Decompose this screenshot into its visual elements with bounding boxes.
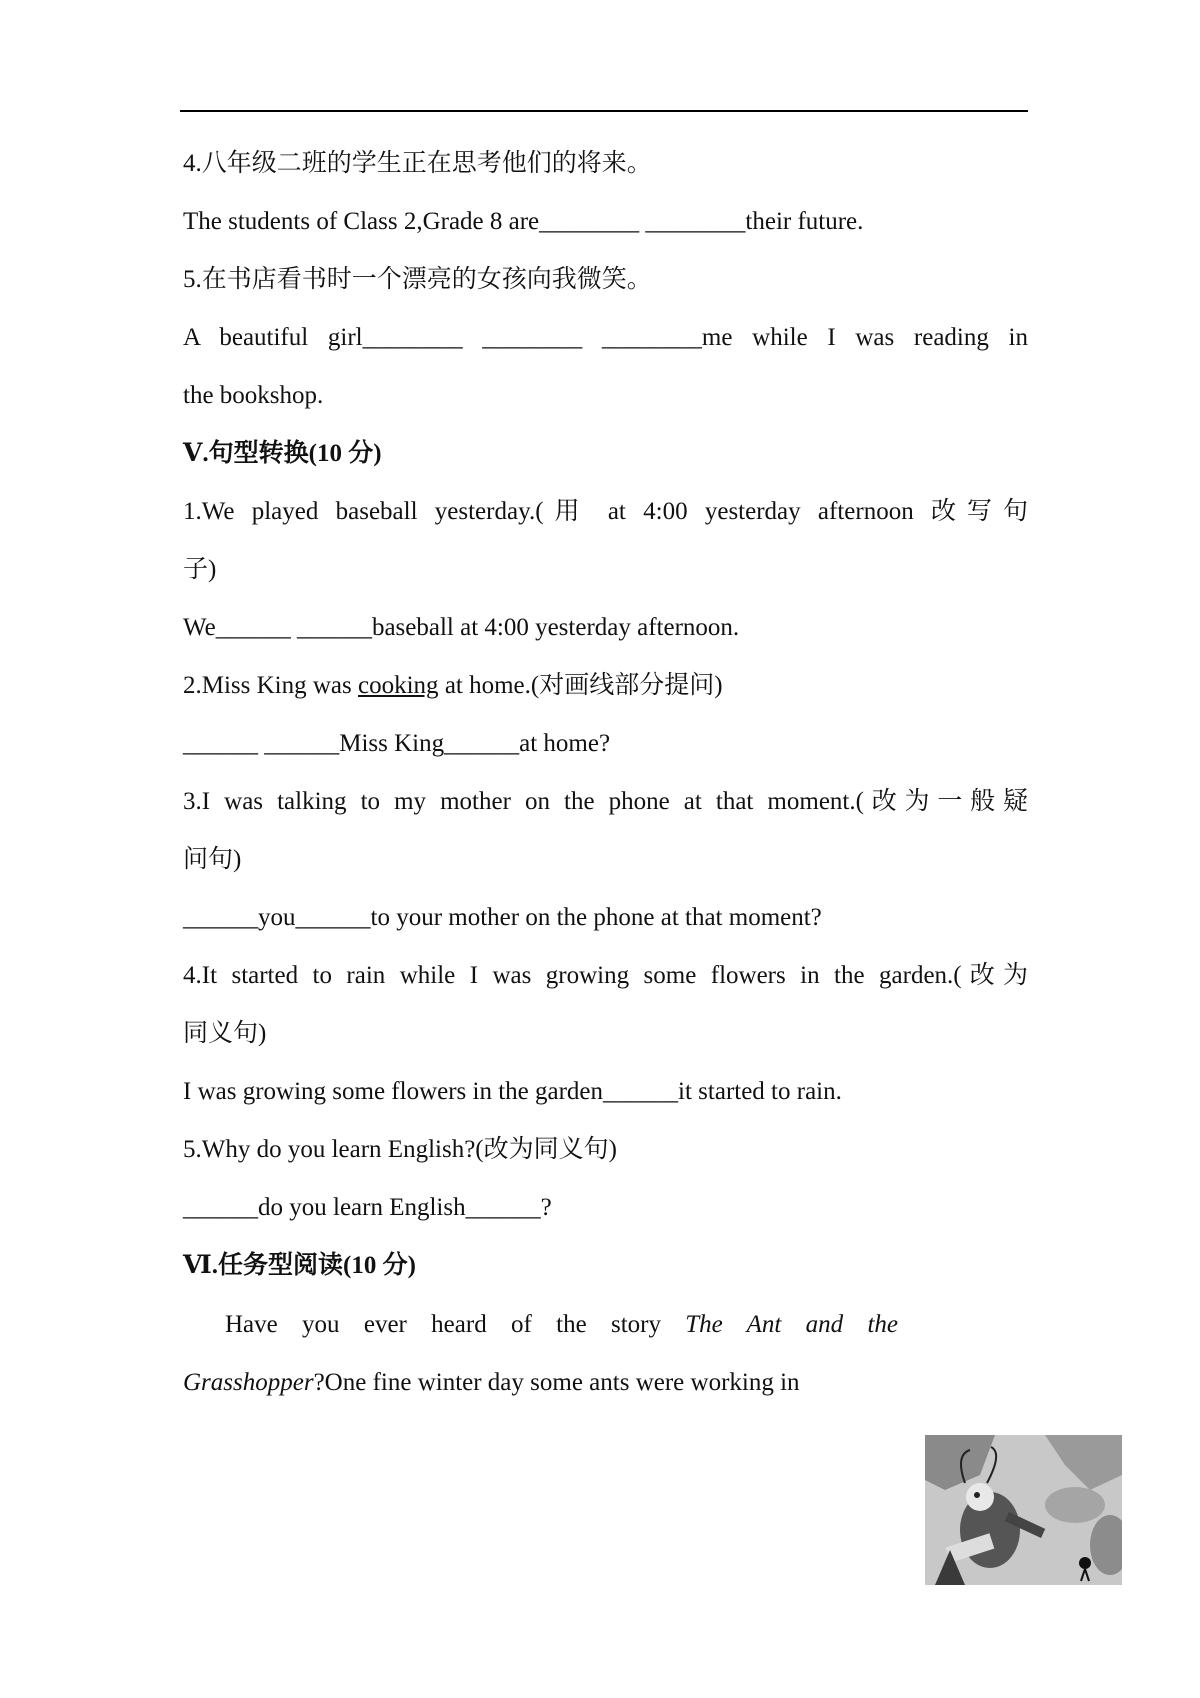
s5-q4-line1: 4.It started to rain while I was growing some flowers in the garden.(改为 [183,962,1028,989]
q5-english-line1: A beautiful girl________ ________ ________me while I was reading in [183,324,1028,351]
q5-chinese: 5.在书店看书时一个漂亮的女孩向我微笑。 [183,266,652,293]
reading-line1 [183,1309,898,1341]
section6-heading: Ⅵ.任务型阅读(10 分) [183,1252,416,1279]
s5-q3-line2: 问句) [183,846,242,873]
s5-q5-answer: ______do you learn English______? [183,1194,552,1221]
s5-q2-suffix: at home.(对画线部分提问) [438,672,723,699]
header-rule [180,110,1028,112]
illustration-drawing [925,1435,1122,1585]
s5-q2-underlined-word: cooking [358,672,439,699]
section5-heading: Ⅴ.句型转换(10 分) [183,440,382,467]
reading-line2 [183,1367,898,1399]
q4-english-blank: The students of Class 2,Grade 8 are________ ________their future. [183,208,864,235]
s5-q1-line1: 1.We played baseball yesterday.(用 at 4:00 yesterday afternoon 改写句 [183,498,1028,525]
story-title-part1: The Ant and the [685,1311,898,1338]
s5-q4-line2: 同义句) [183,1020,267,1047]
s5-q1-line2: 子) [183,556,217,583]
s5-q3-line1: 3.I was talking to my mother on the phone at that moment.(改为一般疑 [183,788,1028,815]
s5-q1-answer: We______ ______baseball at 4:00 yesterday afternoon. [183,614,740,641]
q5-english-line2: the bookshop. [183,382,324,409]
reading-continuation: ?One fine winter day some ants were working in [313,1369,800,1396]
s5-q3-answer: ______you______to your mother on the phone at that moment? [183,904,822,931]
reading-intro: Have you ever heard of the story [225,1311,686,1338]
s5-q5-line1: 5.Why do you learn English?(改为同义句) [183,1136,617,1163]
s5-q2-answer: ______ ______Miss King______at home? [183,730,611,757]
ant-grasshopper-illustration [925,1435,1122,1585]
q4-chinese: 4.八年级二班的学生正在思考他们的将来。 [183,150,652,177]
story-title-part2: Grasshopper [183,1369,314,1396]
s5-q2-prefix: 2.Miss King was [183,672,359,699]
s5-q4-answer: I was growing some flowers in the garden______it started to rain. [183,1078,842,1105]
s5-q2 [183,670,1028,702]
